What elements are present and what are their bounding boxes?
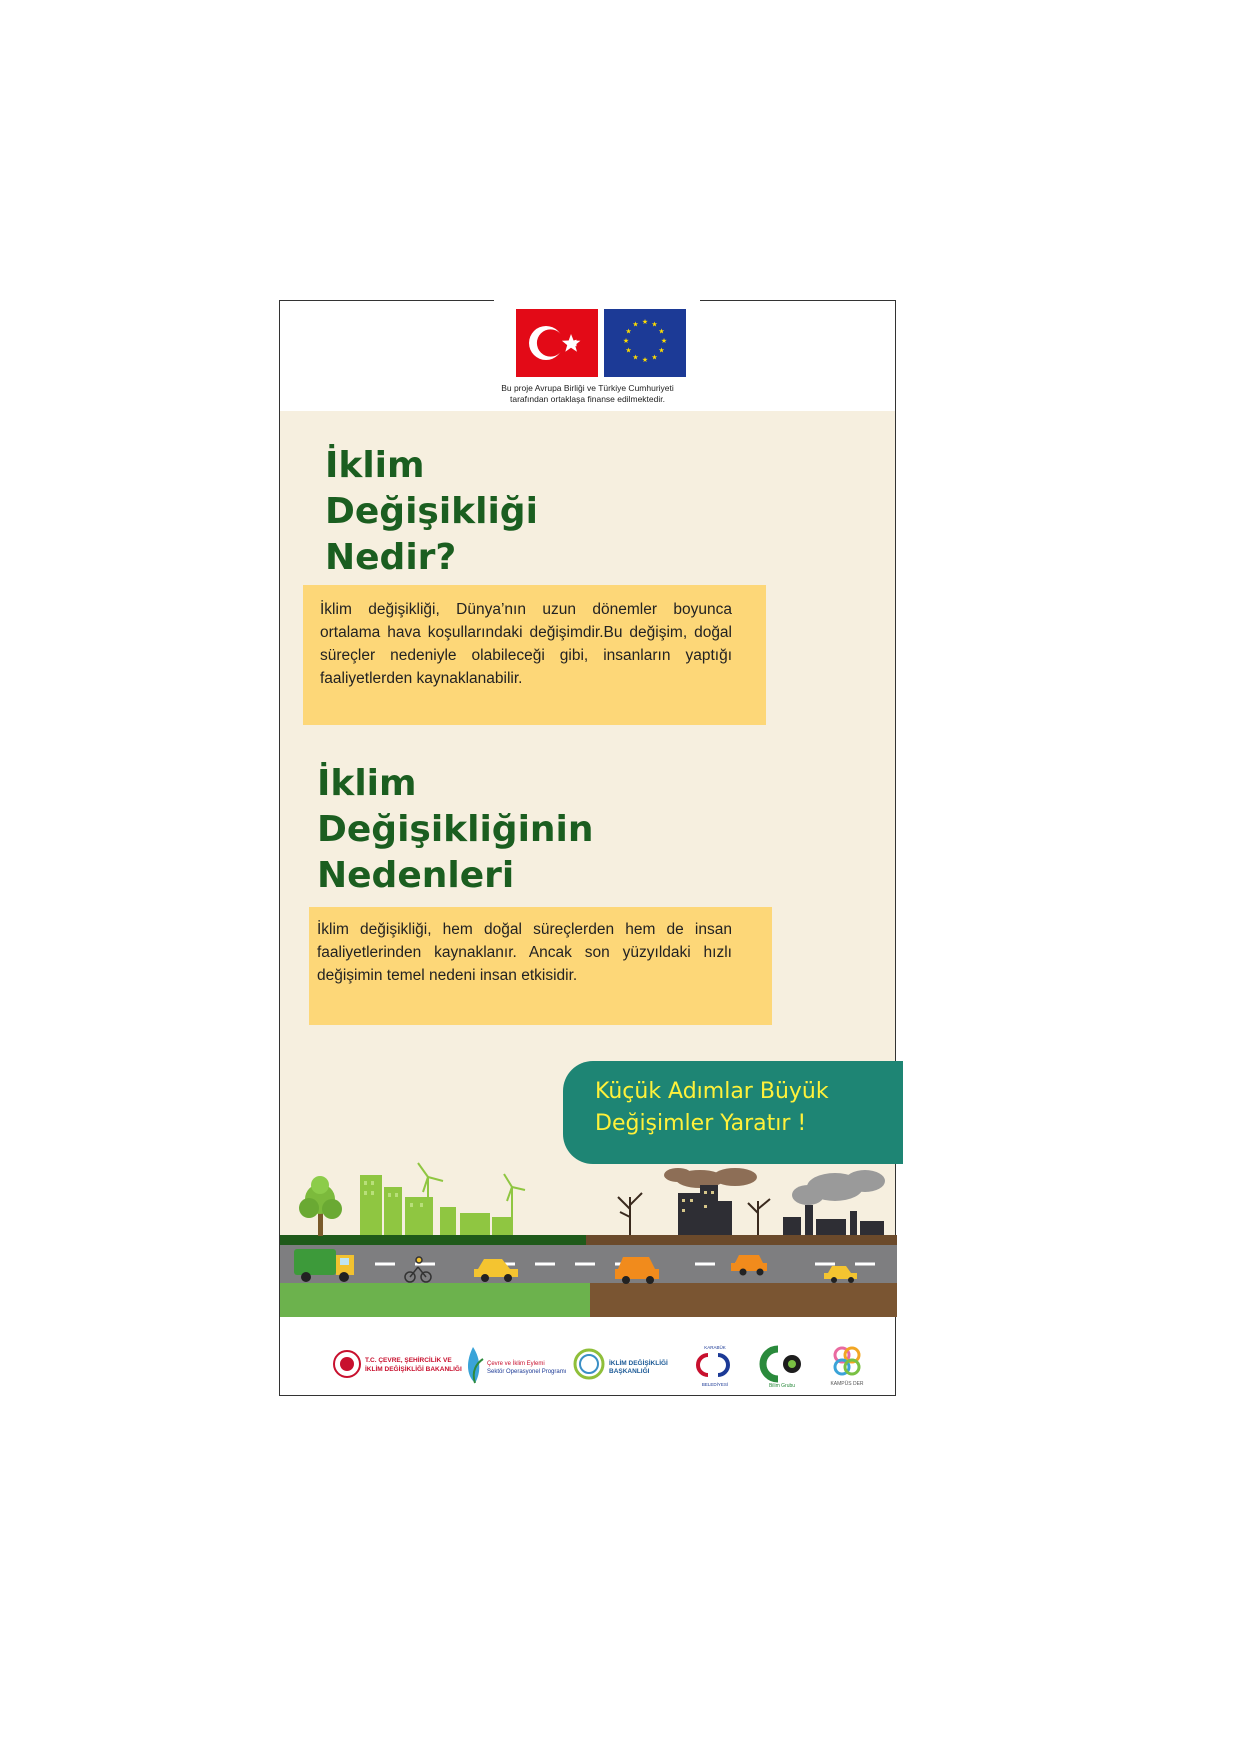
svg-text:★: ★	[651, 320, 658, 329]
section2-info-box	[309, 907, 772, 1025]
kampus-der-logo	[820, 1341, 874, 1389]
ministry-logo-line1: T.C. ÇEVRE, ŞEHİRCİLİK VE	[365, 1357, 452, 1364]
svg-text:★: ★	[625, 327, 632, 336]
svg-text:★: ★	[660, 337, 668, 345]
svg-text:★: ★	[658, 327, 665, 336]
slogan-banner	[563, 1061, 903, 1164]
section2-title-line: Değişikliğinin	[317, 809, 594, 850]
svg-text:★: ★	[632, 320, 639, 329]
green-buildings	[360, 1175, 512, 1235]
section1-title-line: İklim	[325, 445, 425, 486]
city-illustration	[280, 1157, 897, 1317]
programme-logo-line1: Çevre ve İklim Eylemi	[487, 1361, 545, 1367]
section2-title-line: Nedenleri	[317, 855, 515, 896]
border-gap	[494, 299, 700, 303]
funding-note-line2: tarafından ortaklaşa finanse edilmektedir.	[510, 394, 665, 404]
funding-note-line1: Bu proje Avrupa Birliği ve Türkiye Cumhuriyeti	[501, 383, 674, 393]
svg-text:★: ★	[641, 318, 649, 326]
ministry-logo-line2: İKLİM DEĞİŞİKLİĞİ BAKANLIĞI	[365, 1366, 462, 1373]
climate-department-logo-line2: BAŞKANLIĞI	[609, 1368, 650, 1375]
karabuk-municipality-logo	[690, 1341, 740, 1389]
bilim-grubu-logo	[754, 1341, 810, 1389]
svg-text:★: ★	[622, 337, 630, 345]
poster	[279, 300, 896, 1396]
svg-text:★: ★	[658, 346, 665, 355]
funding-note	[280, 383, 895, 405]
turkey-flag-icon	[516, 309, 598, 377]
karabuk-logo-top: KARABÜK	[704, 1345, 726, 1350]
svg-text:★: ★	[625, 346, 632, 355]
section1-title-line: Değişikliği	[325, 491, 538, 532]
section2-body: İklim değişikliği, hem doğal süreçlerden hem de insan faaliyetlerinden kaynaklanır. Ancak son yüzyıldaki hızlı değişimin temel nedeni insan etkisidir.	[317, 921, 732, 984]
kampus-der-caption: KAMPÜS DER	[830, 1381, 864, 1387]
section1-body: İklim değişikliği, Dünya’nın uzun dönemler boyunca ortalama hava koşullarındaki değişimdir.Bu değişim, doğal süreçler nedeniyle olabileceği gibi, insanların yaptığı faaliyetlerden kaynaklanabilir.	[320, 601, 732, 687]
slogan-line1: Küçük Adımlar Büyük	[595, 1079, 829, 1104]
section1-title-line: Nedir?	[325, 537, 457, 578]
climate-department-logo-line1: İKLİM DEĞİŞİKLİĞİ	[609, 1360, 668, 1367]
programme-logo	[463, 1341, 565, 1389]
karabuk-logo-bottom: BELEDİYESİ	[701, 1382, 729, 1387]
slogan-line2: Değişimler Yaratır !	[595, 1111, 807, 1136]
tree-icon	[299, 1176, 342, 1236]
bilim-grubu-caption: Bilim Grubu	[768, 1383, 796, 1389]
svg-text:★: ★	[641, 356, 649, 364]
svg-text:★: ★	[632, 353, 639, 362]
partner-logos	[280, 1341, 895, 1391]
section1-info-box	[303, 585, 766, 725]
programme-logo-line2: Sektör Operasyonel Programı	[487, 1369, 567, 1375]
section2-title-line: İklim	[317, 763, 417, 804]
flags	[516, 309, 686, 377]
eu-flag-icon	[604, 309, 686, 377]
climate-department-logo	[573, 1341, 673, 1389]
svg-text:★: ★	[651, 353, 658, 362]
section2-title	[317, 761, 594, 899]
ministry-logo	[332, 1341, 462, 1389]
section1-title	[325, 443, 538, 581]
